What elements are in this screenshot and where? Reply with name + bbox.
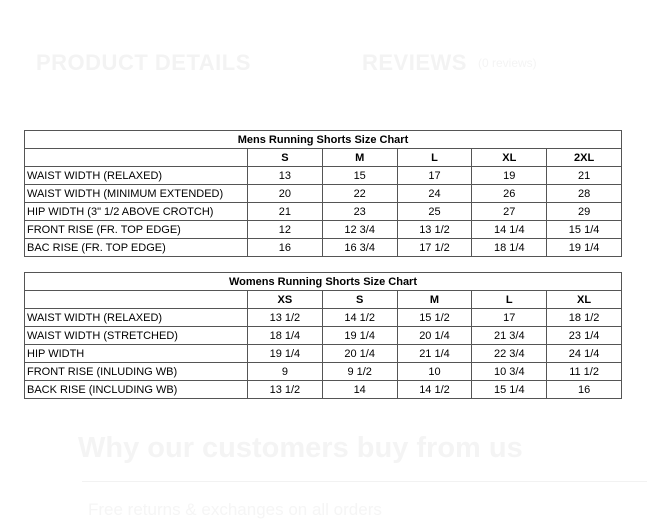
reviews-count: (0 reviews) — [478, 56, 537, 70]
cell-value: 16 — [248, 239, 323, 257]
cell-value: 13 — [248, 167, 323, 185]
mens-size-header: 2XL — [547, 149, 622, 167]
cell-value: 19 1/4 — [547, 239, 622, 257]
cell-value: 12 3/4 — [322, 221, 397, 239]
cell-value: 24 — [397, 185, 472, 203]
cell-value: 19 1/4 — [322, 327, 397, 345]
table-row — [25, 221, 622, 239]
cell-value: 15 — [322, 167, 397, 185]
tab-reviews[interactable]: REVIEWS — [362, 50, 467, 75]
cell-value: 19 — [472, 167, 547, 185]
cell-value: 22 3/4 — [472, 345, 547, 363]
cell-value: 21 3/4 — [472, 327, 547, 345]
cell-value: 13 1/2 — [248, 309, 323, 327]
cell-value: 17 1/2 — [397, 239, 472, 257]
tab-product-details[interactable]: PRODUCT DETAILS — [36, 50, 251, 75]
womens-size-chart — [24, 272, 622, 399]
cell-value: 17 — [472, 309, 547, 327]
table-row — [25, 363, 622, 381]
cell-value: 29 — [547, 203, 622, 221]
mens-size-chart — [24, 130, 622, 257]
mens-size-header-row — [25, 149, 622, 167]
cell-value: 24 1/4 — [547, 345, 622, 363]
cell-value: 25 — [397, 203, 472, 221]
customers-heading: Why our customers buy from us — [78, 432, 523, 464]
cell-value: 11 1/2 — [547, 363, 622, 381]
cell-value: 15 1/4 — [472, 381, 547, 399]
table-row — [25, 239, 622, 257]
cell-value: 26 — [472, 185, 547, 203]
mens-chart-title: Mens Running Shorts Size Chart — [25, 131, 622, 149]
cell-value: 16 3/4 — [322, 239, 397, 257]
row-label: HIP WIDTH (3" 1/2 ABOVE CROTCH) — [25, 203, 248, 221]
mens-size-header: L — [397, 149, 472, 167]
row-label: WAIST WIDTH (MINIMUM EXTENDED) — [25, 185, 248, 203]
cell-value: 12 — [248, 221, 323, 239]
cell-value: 19 1/4 — [248, 345, 323, 363]
row-label: HIP WIDTH — [25, 345, 248, 363]
cell-value: 22 — [322, 185, 397, 203]
row-label: WAIST WIDTH (STRETCHED) — [25, 327, 248, 345]
table-row — [25, 309, 622, 327]
womens-size-header: XS — [248, 291, 323, 309]
cell-value: 21 — [547, 167, 622, 185]
row-label: BAC RISE (FR. TOP EDGE) — [25, 239, 248, 257]
mens-size-header: M — [322, 149, 397, 167]
womens-chart-title: Womens Running Shorts Size Chart — [25, 273, 622, 291]
cell-value: 21 — [248, 203, 323, 221]
row-label: WAIST WIDTH (RELAXED) — [25, 167, 248, 185]
row-label: FRONT RISE (FR. TOP EDGE) — [25, 221, 248, 239]
table-row — [25, 203, 622, 221]
divider — [82, 481, 647, 482]
mens-size-header-blank — [25, 149, 248, 167]
row-label: FRONT RISE (INLUDING WB) — [25, 363, 248, 381]
table-row — [25, 185, 622, 203]
cell-value: 14 1/2 — [397, 381, 472, 399]
womens-size-header: S — [322, 291, 397, 309]
customers-body-text: Free returns & exchanges on all orders — [88, 500, 382, 519]
table-row — [25, 327, 622, 345]
cell-value: 21 1/4 — [397, 345, 472, 363]
cell-value: 27 — [472, 203, 547, 221]
womens-size-header: M — [397, 291, 472, 309]
mens-size-header: XL — [472, 149, 547, 167]
cell-value: 20 1/4 — [322, 345, 397, 363]
womens-size-header-blank — [25, 291, 248, 309]
cell-value: 28 — [547, 185, 622, 203]
cell-value: 10 3/4 — [472, 363, 547, 381]
cell-value: 16 — [547, 381, 622, 399]
cell-value: 14 — [322, 381, 397, 399]
cell-value: 14 1/2 — [322, 309, 397, 327]
cell-value: 18 1/4 — [472, 239, 547, 257]
cell-value: 13 1/2 — [248, 381, 323, 399]
womens-size-header-row — [25, 291, 622, 309]
row-label: WAIST WIDTH (RELAXED) — [25, 309, 248, 327]
cell-value: 20 1/4 — [397, 327, 472, 345]
mens-size-header: S — [248, 149, 323, 167]
cell-value: 18 1/2 — [547, 309, 622, 327]
cell-value: 9 — [248, 363, 323, 381]
cell-value: 15 1/2 — [397, 309, 472, 327]
cell-value: 9 1/2 — [322, 363, 397, 381]
table-row — [25, 167, 622, 185]
cell-value: 23 1/4 — [547, 327, 622, 345]
row-label: BACK RISE (INCLUDING WB) — [25, 381, 248, 399]
cell-value: 17 — [397, 167, 472, 185]
womens-size-header: L — [472, 291, 547, 309]
womens-size-header: XL — [547, 291, 622, 309]
cell-value: 23 — [322, 203, 397, 221]
table-row — [25, 345, 622, 363]
cell-value: 15 1/4 — [547, 221, 622, 239]
cell-value: 20 — [248, 185, 323, 203]
cell-value: 13 1/2 — [397, 221, 472, 239]
cell-value: 18 1/4 — [248, 327, 323, 345]
cell-value: 14 1/4 — [472, 221, 547, 239]
cell-value: 10 — [397, 363, 472, 381]
table-row — [25, 381, 622, 399]
